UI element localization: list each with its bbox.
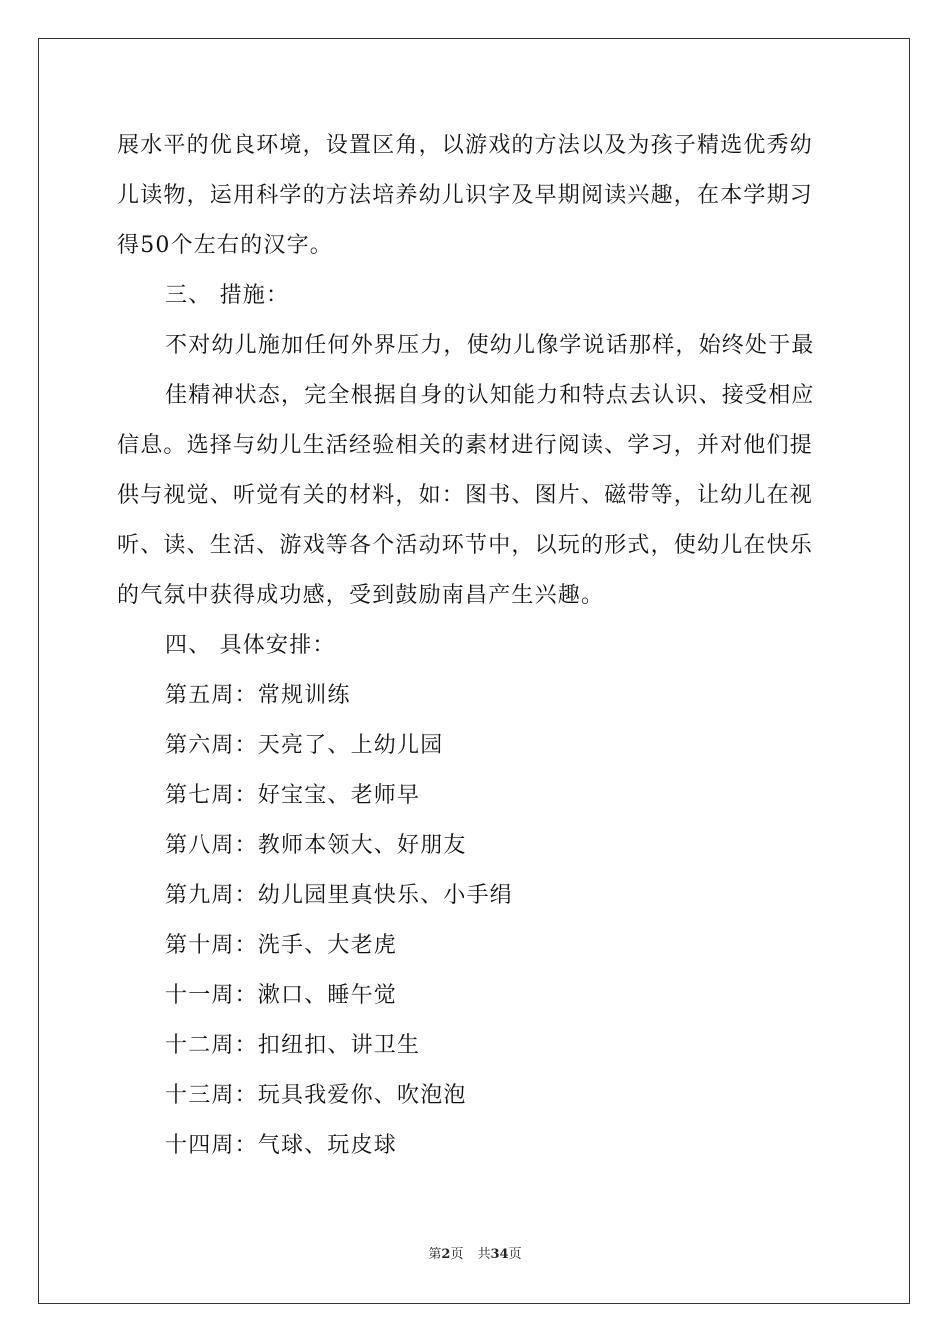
schedule-item: 第六周：天亮了、上幼儿园 [165, 733, 444, 758]
schedule-item: 十一周：漱口、睡午觉 [165, 983, 398, 1008]
paragraph-line: 得50个左右的汉字。 [117, 233, 333, 258]
schedule-item: 第八周：教师本领大、好朋友 [165, 833, 467, 858]
schedule-item: 第十周：洗手、大老虎 [165, 933, 398, 958]
paragraph-line: 不对幼儿施加任何外界压力，使幼儿像学说话那样，始终处于最 [165, 333, 815, 358]
footer-total-suffix: 页 [508, 1247, 522, 1262]
schedule-item: 第七周：好宝宝、老师早 [165, 783, 421, 808]
schedule-item: 十三周：玩具我爱你、吹泡泡 [165, 1083, 467, 1108]
paragraph-line: 的气氛中获得成功感，受到鼓励南昌产生兴趣。 [117, 583, 605, 608]
schedule-item: 第九周：幼儿园里真快乐、小手绢 [165, 883, 514, 908]
paragraph-line: 供与视觉、听觉有关的材料，如：图书、图片、磁带等，让幼儿在视 [117, 483, 814, 508]
section-heading-schedule: 四、 具体安排： [165, 633, 336, 658]
section-heading-measures: 三、 措施： [165, 283, 290, 308]
paragraph-line: 展水平的优良环境，设置区角，以游戏的方法以及为孩子精选优秀幼 [117, 133, 814, 158]
page-border [38, 38, 910, 1304]
schedule-item: 第五周：常规训练 [165, 683, 351, 708]
paragraph-line: 儿读物，运用科学的方法培养幼儿识字及早期阅读兴趣，在本学期习 [117, 183, 814, 208]
schedule-item: 十二周：扣纽扣、讲卫生 [165, 1033, 421, 1058]
paragraph-line: 听、读、生活、游戏等各个活动环节中，以玩的形式，使幼儿在快乐 [117, 533, 814, 558]
paragraph-line: 佳精神状态，完全根据自身的认知能力和特点去认识、接受相应 [165, 383, 815, 408]
footer-total-pages: 34 [490, 1247, 509, 1262]
footer-total-prefix: 共 [477, 1247, 491, 1262]
footer-page-prefix: 第 [428, 1247, 442, 1262]
footer-page-number: 2 [441, 1247, 451, 1262]
footer-page-suffix: 页 [450, 1247, 464, 1262]
paragraph-line: 信息。选择与幼儿生活经验相关的素材进行阅读、学习，并对他们提 [117, 433, 814, 458]
schedule-item: 十四周：气球、玩皮球 [165, 1133, 398, 1158]
page-footer [0, 1246, 950, 1264]
